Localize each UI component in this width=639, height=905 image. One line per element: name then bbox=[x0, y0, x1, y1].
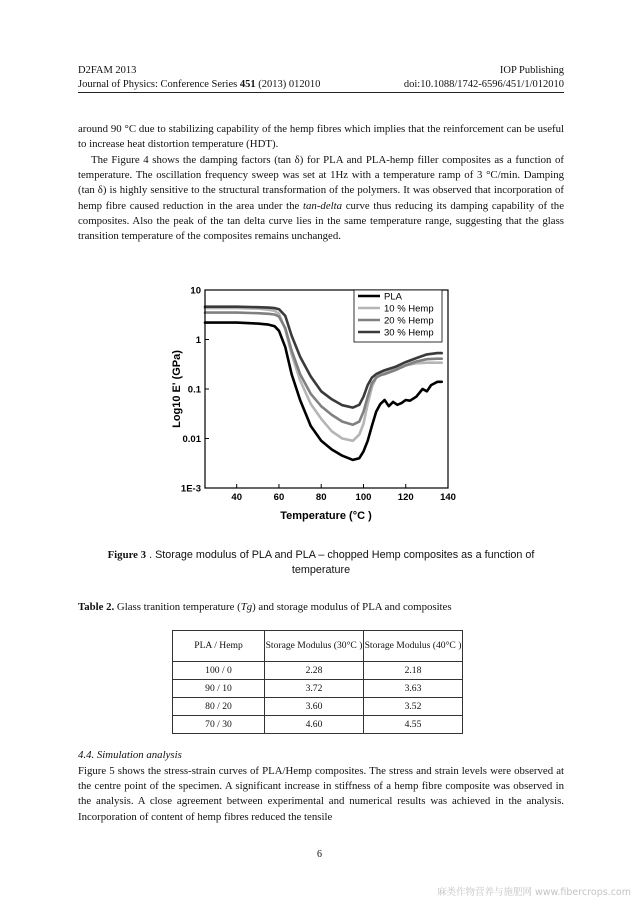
paragraph-2-a: The Figure 4 shows the damping factors (tan δ) for PLA and PLA-hemp filler composites as a function of temperature. The oscillation frequency sweep was set at 1Hz with a temperature ramp of 3 °C/min. Damping (tan δ) is highly sensitive to the structural transformation of the polymers. It was observed that incorporation of hemp fibre caused reduction in the area under the bbox=[78, 154, 564, 212]
table-cell: 2.18 bbox=[364, 662, 463, 680]
figure-caption bbox=[78, 548, 564, 578]
journal-volume: 451 bbox=[239, 79, 256, 90]
paragraph-2-b: curve thus reducing its damping capability of the composites. Also the peak of the tan delta curve lies in the same temperature range, suggesting that the glass transition temperature of the composites remains unchanged. bbox=[78, 199, 564, 243]
table-cell: 4.55 bbox=[364, 716, 463, 734]
table-cell: 3.72 bbox=[265, 680, 364, 698]
table-caption-b: ) and storage modulus of PLA and composites bbox=[252, 601, 452, 613]
y-tick-label: 1 bbox=[195, 335, 201, 346]
table-cell: 3.52 bbox=[364, 698, 463, 716]
section-heading: 4.4. Simulation analysis bbox=[78, 749, 182, 761]
modulus-table bbox=[172, 630, 463, 734]
table-row bbox=[173, 680, 463, 698]
publisher-name: IOP Publishing bbox=[499, 65, 564, 76]
x-tick-label: 120 bbox=[397, 492, 414, 503]
table-caption-tg: Tg bbox=[240, 601, 253, 613]
table-cell: 4.60 bbox=[265, 716, 364, 734]
table-cell: 3.63 bbox=[364, 680, 463, 698]
header-rule bbox=[78, 92, 564, 93]
page-number: 6 bbox=[317, 849, 322, 860]
table-label: Table 2. bbox=[78, 601, 115, 613]
x-tick-label: 40 bbox=[231, 492, 242, 503]
y-tick-label: 0.01 bbox=[182, 434, 201, 445]
storage-modulus-chart bbox=[160, 283, 460, 523]
x-tick-label: 100 bbox=[355, 492, 372, 503]
table-cell: 3.60 bbox=[265, 698, 364, 716]
table-cell: 100 / 0 bbox=[173, 662, 265, 680]
table-cell: 70 / 30 bbox=[173, 716, 265, 734]
x-tick-label: 80 bbox=[315, 492, 327, 503]
paragraph-2-em: tan-delta bbox=[303, 199, 343, 212]
table-header-cell: Storage Modulus (40°C ) bbox=[364, 631, 463, 662]
table-cell: 2.28 bbox=[265, 662, 364, 680]
journal-prefix: Journal of Physics: Conference Series bbox=[78, 79, 240, 90]
doi: doi:10.1088/1742-6596/451/1/012010 bbox=[403, 79, 564, 90]
x-axis-label: Temperature (°C ) bbox=[280, 510, 372, 522]
y-tick-label: 0.1 bbox=[187, 384, 201, 396]
legend-label: PLA bbox=[384, 291, 402, 303]
table-row bbox=[173, 716, 463, 734]
figure-caption-text: . Storage modulus of PLA and PLA – chopped Hemp composites as a function of temperature bbox=[146, 549, 535, 576]
legend-label: 10 % Hemp bbox=[384, 303, 434, 315]
conference-name: D2FAM 2013 bbox=[78, 65, 137, 76]
watermark: 麻类作物营养与施肥网 www.fibercrops.com bbox=[436, 887, 631, 898]
y-axis-label: Log10 E' (GPa) bbox=[171, 350, 183, 428]
figure-label: Figure 3 bbox=[107, 549, 147, 561]
x-tick-label: 140 bbox=[440, 492, 456, 503]
y-tick-label: 10 bbox=[190, 285, 201, 297]
table-caption-a: Glass tranition temperature ( bbox=[114, 601, 241, 613]
section-paragraph: Figure 5 shows the stress-strain curves of PLA/Hemp composites. The stress and strain levels were observed at the centre point of the specimen. A significant increase in stiffness of a hemp fibre composite was observed in the analysis. A close agreement between experimental and numerical results was achieved in the analysis. Incorporation of content of hemp fibres reduced the tensile bbox=[78, 765, 564, 823]
paragraph-1: around 90 °C due to stabilizing capability of the hemp fibres which implies that the reinforcement can be useful to increase heat distortion temperature (HDT). bbox=[78, 123, 564, 151]
paragraph-2 bbox=[78, 153, 564, 244]
journal-citation bbox=[78, 78, 320, 91]
table-header-row bbox=[173, 631, 463, 662]
table-cell: 90 / 10 bbox=[173, 680, 265, 698]
table-cell: 80 / 20 bbox=[173, 698, 265, 716]
table-header-cell: PLA / Hemp bbox=[173, 631, 265, 662]
legend-label: 30 % Hemp bbox=[384, 327, 434, 339]
series-line bbox=[205, 323, 442, 460]
table-row bbox=[173, 698, 463, 716]
table-caption bbox=[78, 601, 452, 613]
journal-suffix: (2013) 012010 bbox=[255, 79, 321, 90]
x-tick-label: 60 bbox=[273, 492, 285, 503]
legend-label: 20 % Hemp bbox=[384, 315, 434, 327]
y-tick-label: 1E-3 bbox=[180, 483, 201, 495]
table-header-cell: Storage Modulus (30°C ) bbox=[265, 631, 364, 662]
table-row bbox=[173, 662, 463, 680]
